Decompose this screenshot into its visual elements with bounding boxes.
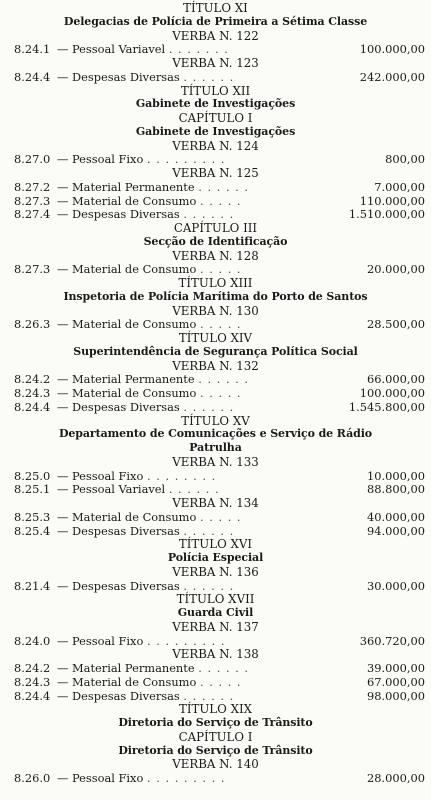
item-description — [57, 194, 242, 208]
item-description — [57, 70, 234, 84]
section-heading: Gabinete de Investigações — [135, 97, 296, 111]
section-heading: Departamento de Comunicações e Serviço de Rádio — [58, 427, 373, 441]
item-code: 8.27.3 — [14, 193, 51, 208]
budget-line-item — [0, 675, 431, 689]
section-heading: Polícia Especial — [167, 551, 264, 564]
budget-line-item — [0, 524, 431, 538]
section-heading: Diretoria do Serviço de Trânsito — [118, 716, 313, 729]
item-description-text: — Material de Consumo — [57, 509, 197, 524]
leader-dots: . . . . . . — [183, 578, 235, 593]
item-description — [57, 510, 242, 524]
section-heading: Gabinete de Investigações — [135, 124, 296, 138]
item-description-text: — Pessoal Fixo — [57, 468, 144, 483]
item-amount: 800,00 — [385, 152, 425, 167]
budget-line-item — [0, 42, 431, 56]
item-amount: 88.800,00 — [367, 482, 425, 497]
title-heading: VERBA N. 132 — [172, 358, 259, 373]
section-heading: Patrulha — [189, 441, 242, 454]
item-description — [57, 469, 216, 483]
title-heading: VERBA N. 130 — [172, 303, 259, 318]
leader-dots: . . . . . . . — [168, 42, 229, 57]
item-amount: 28.500,00 — [367, 317, 425, 332]
item-description — [57, 207, 234, 221]
title-heading: TÍTULO XI — [183, 1, 248, 15]
item-description-text: — Despesas Diversas — [57, 578, 180, 593]
item-amount: 360.720,00 — [359, 633, 425, 648]
item-description-text: — Material de Consumo — [57, 262, 197, 277]
item-amount: 94.000,00 — [367, 523, 425, 538]
section-heading: Guarda Civil — [177, 606, 254, 619]
title-heading: VERBA N. 140 — [172, 757, 259, 772]
leader-dots: . . . . . . . . . — [146, 152, 226, 167]
item-amount: 39.000,00 — [367, 661, 425, 675]
leader-dots: . . . . . . — [183, 207, 235, 222]
leader-dots: . . . . . . . . . — [146, 633, 226, 648]
item-amount: 98.000,00 — [367, 688, 425, 703]
item-description — [57, 675, 242, 689]
title-heading: VERBA N. 137 — [172, 619, 259, 634]
budget-line-item — [0, 771, 431, 785]
item-code: 8.26.0 — [14, 771, 51, 785]
budget-line-item — [0, 262, 431, 276]
item-amount: 100.000,00 — [359, 386, 425, 400]
leader-dots: . . . . . — [199, 386, 242, 400]
item-description-text: — Despesas Diversas — [57, 399, 180, 414]
item-amount: 67.000,00 — [367, 674, 425, 689]
item-amount: 66.000,00 — [367, 372, 425, 387]
item-description — [57, 579, 234, 593]
leader-dots: . . . . . . — [183, 69, 235, 84]
item-amount: 28.000,00 — [367, 771, 425, 785]
section-heading: Delegacias de Polícia de Primeira a Sétima Classe — [63, 14, 368, 28]
title-heading: TÍTULO XVI — [178, 537, 253, 552]
title-heading: TÍTULO XIII — [178, 276, 253, 290]
item-code: 8.27.0 — [14, 152, 51, 167]
item-code: 8.21.4 — [14, 578, 51, 593]
item-code: 8.25.1 — [14, 482, 51, 497]
item-description-text: — Material de Consumo — [57, 317, 197, 332]
item-description-text: — Despesas Diversas — [57, 523, 180, 538]
leader-dots: . . . . . . . . . — [146, 771, 226, 785]
item-description — [57, 482, 220, 496]
item-description — [57, 400, 234, 414]
budget-line-item — [0, 400, 431, 414]
leader-dots: . . . . . . — [198, 179, 250, 194]
item-description-text: — Despesas Diversas — [57, 69, 180, 84]
item-code: 8.24.0 — [14, 633, 51, 648]
item-description — [57, 372, 249, 386]
section-heading: Diretoria do Serviço de Trânsito — [118, 743, 313, 757]
budget-line-item — [0, 180, 431, 194]
item-description-text: — Material Permanente — [57, 179, 195, 194]
title-heading: VERBA N. 133 — [172, 454, 259, 469]
leader-dots: . . . . . . — [198, 661, 250, 675]
budget-line-item — [0, 70, 431, 84]
section-heading: Secção de Identificação — [143, 234, 288, 248]
item-code: 8.27.3 — [14, 262, 51, 277]
budget-line-item — [0, 634, 431, 648]
item-description-text: — Pessoal Fixo — [57, 152, 144, 167]
item-description — [57, 180, 249, 194]
title-heading: VERBA N. 122 — [172, 28, 259, 43]
title-heading: VERBA N. 136 — [172, 564, 259, 579]
section-heading: Inspetoria de Polícia Marítima do Porto de Santos — [63, 289, 368, 303]
title-heading: VERBA N. 124 — [172, 138, 259, 153]
item-code: 8.27.4 — [14, 207, 51, 222]
leader-dots: . . . . . . — [168, 482, 220, 497]
title-heading: CAPÍTULO III — [173, 221, 258, 235]
item-amount: 30.000,00 — [367, 578, 425, 593]
budget-line-item — [0, 372, 431, 386]
leader-dots: . . . . . — [199, 262, 242, 277]
budget-line-item — [0, 510, 431, 524]
leader-dots: . . . . . . . . — [146, 468, 217, 483]
title-heading: TÍTULO XVII — [176, 592, 255, 607]
item-amount: 110.000,00 — [359, 193, 425, 208]
item-amount: 1.545.800,00 — [348, 399, 425, 414]
item-amount: 20.000,00 — [367, 262, 425, 277]
budget-line-item — [0, 469, 431, 483]
item-code: 8.26.3 — [14, 317, 51, 332]
leader-dots: . . . . . — [199, 674, 242, 689]
item-amount: 7.000,00 — [374, 179, 425, 194]
item-code: 8.24.3 — [14, 674, 51, 689]
leader-dots: . . . . . . — [183, 399, 235, 414]
budget-line-item — [0, 482, 431, 496]
item-code: 8.24.2 — [14, 661, 51, 675]
item-description-text: — Material Permanente — [57, 661, 195, 675]
item-description — [57, 262, 242, 276]
budget-line-item — [0, 661, 431, 675]
item-description-text: — Pessoal Fixo — [57, 771, 144, 785]
title-heading: VERBA N. 123 — [172, 56, 259, 70]
item-code: 8.25.4 — [14, 523, 51, 538]
item-amount: 1.510.000,00 — [348, 207, 425, 222]
item-code: 8.24.1 — [14, 42, 51, 57]
item-description — [57, 661, 249, 675]
budget-line-item — [0, 317, 431, 331]
item-description — [57, 689, 234, 703]
leader-dots: . . . . . — [199, 193, 242, 208]
item-code: 8.27.2 — [14, 179, 51, 194]
item-description — [57, 634, 226, 648]
title-heading: VERBA N. 125 — [172, 166, 259, 180]
item-amount: 242.000,00 — [359, 69, 425, 84]
item-description — [57, 771, 226, 785]
item-code: 8.24.4 — [14, 688, 51, 703]
item-description — [57, 524, 234, 538]
title-heading: TÍTULO XIV — [178, 331, 253, 345]
title-heading: TÍTULO XII — [180, 83, 251, 98]
item-code: 8.24.4 — [14, 69, 51, 84]
budget-line-item — [0, 579, 431, 593]
budget-line-item — [0, 689, 431, 703]
item-description-text: — Material de Consumo — [57, 386, 197, 400]
budget-line-item — [0, 152, 431, 166]
item-description — [57, 317, 242, 331]
item-description-text: — Pessoal Fixo — [57, 633, 144, 648]
item-description — [57, 152, 226, 166]
leader-dots: . . . . . . — [183, 688, 235, 703]
item-description-text: — Pessoal Variavel — [57, 42, 166, 57]
item-code: 8.24.3 — [14, 386, 51, 400]
item-description-text: — Material de Consumo — [57, 193, 197, 208]
leader-dots: . . . . . . — [198, 372, 250, 387]
item-code: 8.25.3 — [14, 509, 51, 524]
item-description-text: — Despesas Diversas — [57, 207, 180, 222]
title-heading: VERBA N. 128 — [172, 248, 259, 263]
leader-dots: . . . . . — [199, 317, 242, 332]
budget-line-item — [0, 386, 431, 400]
leader-dots: . . . . . — [199, 509, 242, 524]
item-description-text: — Material de Consumo — [57, 674, 197, 689]
title-heading: VERBA N. 134 — [172, 496, 259, 510]
item-code: 8.25.0 — [14, 468, 51, 483]
item-code: 8.24.2 — [14, 372, 51, 387]
item-code: 8.24.4 — [14, 399, 51, 414]
item-amount: 40.000,00 — [367, 509, 425, 524]
title-heading: CAPÍTULO I — [178, 111, 253, 125]
item-description-text: — Despesas Diversas — [57, 688, 180, 703]
budget-line-item — [0, 194, 431, 208]
item-amount: 10.000,00 — [367, 468, 425, 483]
title-heading: VERBA N. 138 — [172, 647, 259, 662]
budget-line-item — [0, 207, 431, 221]
item-description-text: — Material Permanente — [57, 372, 195, 387]
title-heading: CAPÍTULO I — [178, 729, 253, 744]
item-description — [57, 42, 229, 56]
title-heading: TÍTULO XIX — [178, 702, 253, 717]
item-description-text: — Pessoal Variavel — [57, 482, 166, 497]
item-description — [57, 386, 242, 400]
section-heading: Superintendência de Segurança Política Social — [73, 344, 358, 358]
title-heading: TÍTULO XV — [181, 413, 250, 428]
leader-dots: . . . . . . — [183, 523, 235, 538]
item-amount: 100.000,00 — [359, 42, 425, 57]
